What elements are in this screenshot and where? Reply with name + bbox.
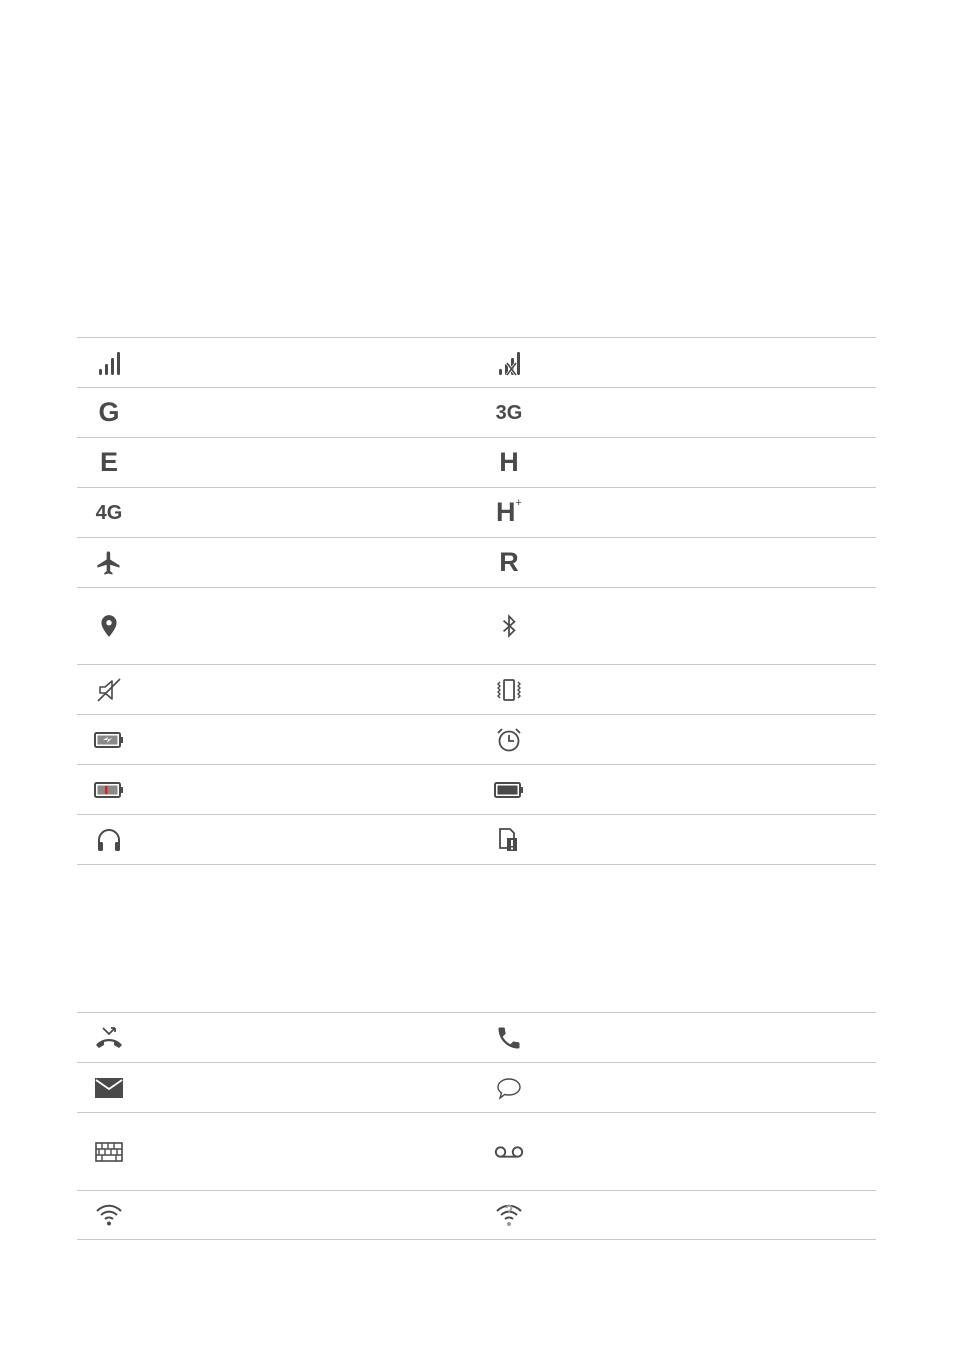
table-row	[77, 1191, 876, 1240]
no-sim-card-icon	[493, 824, 525, 856]
keyboard-icon	[93, 1136, 125, 1168]
roaming-icon: R	[499, 547, 519, 577]
network-3g-icon: 3G	[495, 401, 523, 424]
notification-icons-table	[77, 1012, 876, 1240]
network-e-icon: E	[99, 447, 118, 477]
missed-call-icon	[93, 1022, 125, 1054]
wifi-icon	[93, 1199, 125, 1231]
alarm-clock-icon	[493, 724, 525, 756]
table-row	[77, 488, 876, 538]
call-in-progress-icon	[493, 1022, 525, 1054]
network-4g-icon: 4G	[95, 501, 123, 524]
battery-low-icon	[93, 774, 125, 806]
table-row	[77, 538, 876, 588]
table-row	[77, 715, 876, 765]
table-row	[77, 338, 876, 388]
silent-mode-icon	[93, 674, 125, 706]
table-row	[77, 765, 876, 815]
table-row	[77, 588, 876, 665]
status-icons-table	[77, 337, 876, 865]
table-row	[77, 1013, 876, 1063]
no-signal-icon	[493, 347, 525, 379]
table-row	[77, 665, 876, 715]
battery-charging-icon	[93, 724, 125, 756]
table-row	[77, 438, 876, 488]
new-message-icon	[493, 1072, 525, 1104]
table-row	[77, 815, 876, 865]
wifi-unknown-icon	[493, 1199, 525, 1231]
table-row	[77, 1063, 876, 1113]
network-hplus-icon: H +	[496, 497, 522, 527]
vibrate-mode-icon	[493, 674, 525, 706]
new-email-icon	[93, 1072, 125, 1104]
battery-full-icon	[493, 774, 525, 806]
network-h-icon: H	[499, 447, 519, 477]
signal-strength-icon	[93, 347, 125, 379]
headset-icon	[93, 824, 125, 856]
table-row	[77, 388, 876, 438]
table-row	[77, 1113, 876, 1191]
network-g-icon: G	[98, 397, 120, 427]
location-pin-icon	[93, 610, 125, 642]
voicemail-icon	[493, 1136, 525, 1168]
bluetooth-icon	[493, 610, 525, 642]
airplane-mode-icon	[93, 547, 125, 579]
